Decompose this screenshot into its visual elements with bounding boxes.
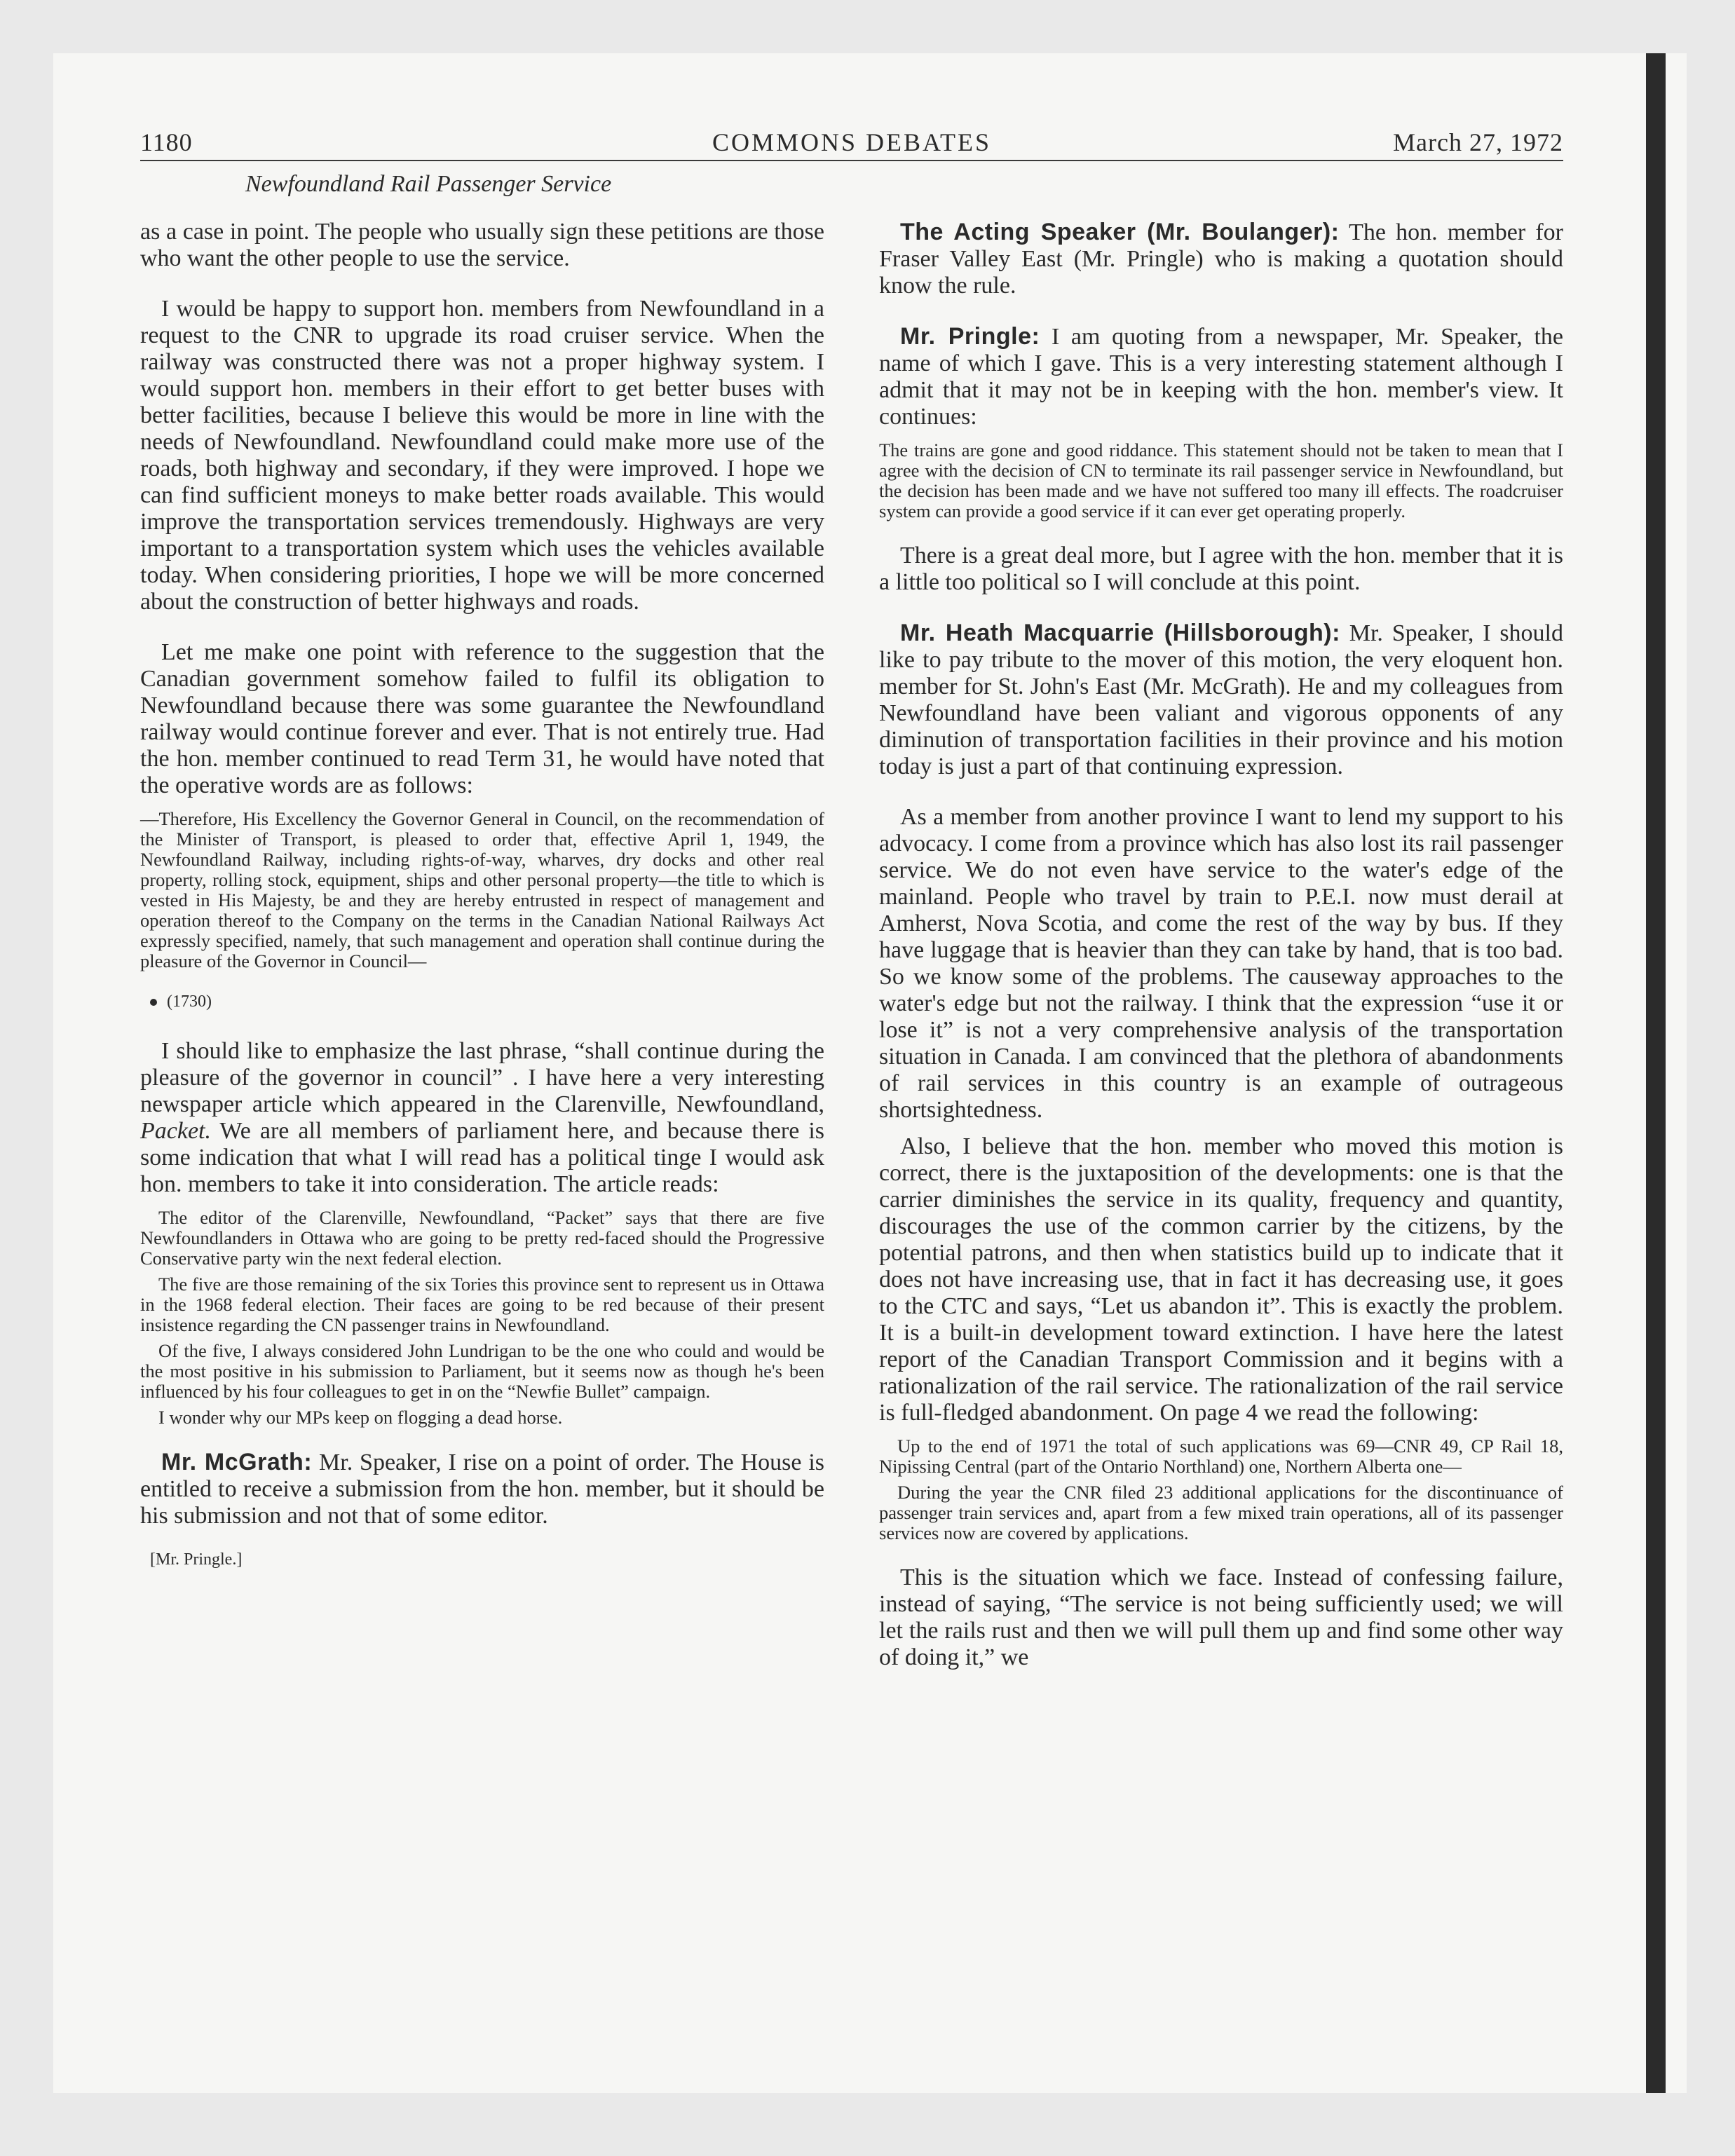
right-column <box>879 219 1563 1695</box>
quotation-block <box>879 440 1563 521</box>
subject-heading: Newfoundland Rail Passenger Service <box>245 171 612 197</box>
paragraph: As a member from another province I want to lend my support to his advocacy. I come from a province which has also lost its rail passenger service. We do not even have service to the water's edge of the mainland. People who travel by train to P.E.I. now must derail at Amherst, Nova Scotia, and come the rest of the way by bus. If they have luggage that is heavier than they can take by hand, that is too bad. So we know some of the problems. The causeway approaches to the water's edge but not the railway. I think that the expression “use it or lose it” is not a very comprehensive analysis of the transportation situation in Canada. I am convinced that the plethora of abandonments of rail services in this country is an example of outrageous shortsightedness. <box>879 804 1563 1123</box>
paragraph: Let me make one point with reference to the suggestion that the Canadian government somehow failed to fulfil its obligation to Newfoundland because there was some guarantee the Newfoundland railway would continue forever and ever. That is not entirely true. Had the hon. member continued to read Term 31, he would have noted that the operative words are as follows: <box>140 639 824 798</box>
speaker-name: Mr. McGrath: <box>161 1449 313 1475</box>
issue-date: March 27, 1972 <box>1393 128 1563 156</box>
quotation: The five are those remaining of the six Tories this province sent to represent us in Ottawa in the 1968 federal election. Their faces are going to be red because of their present insistence regarding the CN passenger trains in Newfoundland. <box>140 1274 824 1335</box>
running-header <box>140 126 1563 161</box>
quotation: The editor of the Clarenville, Newfoundland, “Packet” says that there are five Newfoundlanders in Ottawa who are going to be pretty red-faced should the Progressive Conservative party win the next federal election. <box>140 1207 824 1269</box>
speech-text: Mr. Speaker, I rise on a point of order. The House is entitled to receive a submission from the hon. member, but it should be his submission and not that of some editor. <box>140 1449 825 1529</box>
paragraph: I would be happy to support hon. members from Newfoundland in a request to the CNR to upgrade its road cruiser service. When the railway was constructed there was not a proper highway system. I would support hon. members in their effort to get better buses with better facilities, because I believe this would be more in line with the needs of Newfoundland. Newfoundland could make more use of the roads, both highway and secondary, if they were improved. I hope we can find sufficient moneys to make better roads available. This would improve the transportation services tremendously. Highways are very important to a transportation system which uses the vehicles available today. When considering priorities, I hope we will be more concerned about the construction of better highways and roads. <box>140 296 824 615</box>
speech <box>879 620 1563 780</box>
speech-text: Mr. Speaker, I should like to pay tribute to the mover of this motion, the very eloquent hon. member for St. John's East (Mr. McGrath). He and my colleagues from Newfoundland have been valiant and vigorous opponents of any diminution of transportation facilities in their province and his motion today is just a part of that continuing expression. <box>879 620 1564 779</box>
speech <box>879 323 1563 430</box>
speaker-name: Mr. Heath Macquarrie (Hillsborough): <box>900 620 1340 646</box>
speech <box>879 219 1563 299</box>
quotation: I wonder why our MPs keep on flogging a dead horse. <box>158 1407 563 1428</box>
paragraph: as a case in point. The people who usually sign these petitions are those who want the other people to use the service. <box>140 219 824 271</box>
quotation: During the year the CNR filed 23 additional applications for the discontinuance of passenger train services and, apart from a few mixed train operations, all of its passenger services now are covered by applications. <box>879 1482 1563 1543</box>
timestamp <box>150 992 824 1011</box>
paragraph-text: I should like to emphasize the last phrase, “shall continue during the pleasure of the governor in council” . I have here a very interesting newspaper article which appeared in the Clarenville, Newfoundland, <box>140 1038 824 1117</box>
quotation: Of the five, I always considered John Lundrigan to be the one who could and would be the most positive in his submission to Parliament, but it seems now as though he's been influenced by his four colleagues to get in on the “Newfie Bullet” campaign. <box>140 1340 824 1402</box>
speech <box>140 1449 824 1529</box>
left-column <box>140 219 824 1569</box>
speech-text: I am quoting from a newspaper, Mr. Speaker, the name of which I gave. This is a very interesting statement although I admit that it may not be in keeping with the hon. member's view. It continues: <box>879 324 1564 430</box>
quotation-block <box>140 1208 824 1428</box>
paragraph: There is a great deal more, but I agree with the hon. member that it is a little too political so I will conclude at this point. <box>879 543 1563 595</box>
quotation: Up to the end of 1971 the total of such applications was 69—CNR 49, CP Rail 18, Nipissing Central (part of the Ontario Northland) one, Northern Alberta one— <box>879 1435 1563 1477</box>
bullet-icon <box>150 999 157 1006</box>
quotation: —Therefore, His Excellency the Governor General in Council, on the recommendation of the Minister of Transport, is pleased to order that, effective April 1, 1949, the Newfoundland Railway, including rights-of-way, wharves, dry docks and other real property, rolling stock, equipment, ships and other personal property—the title to which is vested in His Majesty, be and they are hereby entrusted in respect of management and operation thereof to the Company on the terms in the Canadian National Railways Act expressly specified, namely, that such management and operation shall continue during the pleasure of the Governor in Council— <box>140 808 824 971</box>
quotation: The trains are gone and good riddance. This statement should not be taken to mean that I agree with the decision of CN to terminate its rail passenger service in Newfoundland, but the decision has been made and we have not suffered too many ill effects. The roadcruiser system can provide a good service if it can ever get operating properly. <box>879 439 1563 521</box>
paragraph: Also, I believe that the hon. member who moved this motion is correct, there is the juxtaposition of the developments: one is that the carrier diminishes the service in its quality, frequency and quantity, discourages the use of the common carrier by the citizens, by the potential patrons, and then when statistics build up to indicate that it does not have increasing use, that in fact it has decreasing use, it goes to the CTC and says, “Let us abandon it”. This is exactly the problem. It is a built-in development toward extinction. I have here the latest report of the Canadian Transport Commission and it begins with a rationalization of the rail service. The rationalization of the rail service is full-fledged abandonment. On page 4 we read the following: <box>879 1133 1563 1426</box>
newspaper-name: Packet. <box>140 1118 211 1144</box>
speaker-footnote: [Mr. Pringle.] <box>150 1550 243 1569</box>
speech-text: The hon. member for Fraser Valley East (Mr. Pringle) who is making a quotation should know the rule. <box>879 219 1563 299</box>
publication-title: COMMONS DEBATES <box>712 128 992 156</box>
speaker-name: The Acting Speaker (Mr. Boulanger): <box>900 219 1340 245</box>
page-number: 1180 <box>140 128 193 156</box>
quotation-block <box>879 1436 1563 1543</box>
binding-edge <box>1646 53 1666 2093</box>
paragraph <box>140 1038 824 1198</box>
speaker-name: Mr. Pringle: <box>900 323 1040 350</box>
timestamp-text: (1730) <box>167 992 212 1011</box>
paragraph-text: We are all members of parliament here, and because there is some indication that what I will read has a political tinge I would ask hon. members to take it into consideration. The article reads: <box>140 1118 824 1197</box>
quotation-block <box>140 809 824 971</box>
paragraph: This is the situation which we face. Instead of confessing failure, instead of saying, “The service is not being sufficiently used; we will let the rails rust and then we will pull them up and find some other way of doing it,” we <box>879 1564 1563 1670</box>
